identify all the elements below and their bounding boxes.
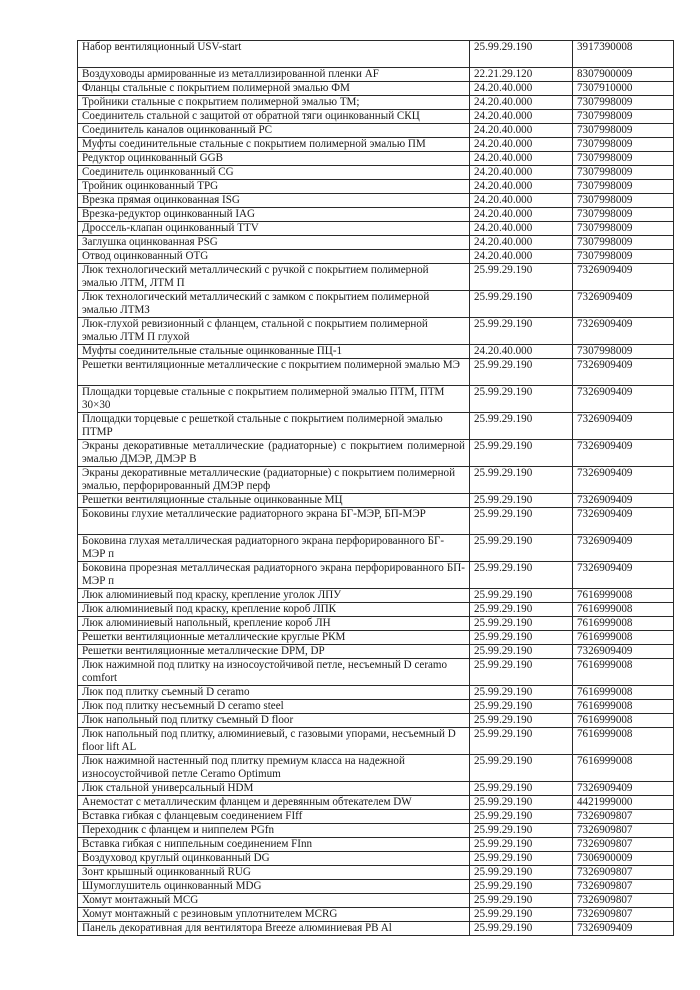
okpd2-code-cell: 25.99.29.190 bbox=[470, 714, 573, 728]
tnved-code-cell: 7307998009 bbox=[573, 110, 674, 124]
product-name-cell: Решетки вентиляционные металлические DPM, DP bbox=[78, 645, 470, 659]
okpd2-code-cell: 25.99.29.190 bbox=[470, 467, 573, 494]
product-name-cell: Боковина глухая металлическая радиаторного экрана перфорированного БГ-МЭР п bbox=[78, 535, 470, 562]
tnved-code-cell: 7307910000 bbox=[573, 82, 674, 96]
okpd2-code-cell: 24.20.40.000 bbox=[470, 96, 573, 110]
product-name-cell: Врезка прямая оцинкованная ISG bbox=[78, 194, 470, 208]
tnved-code-cell: 7326909409 bbox=[573, 494, 674, 508]
product-name-cell: Площадки торцевые стальные с покрытием полимерной эмалью ПТМ, ПТМ 30×30 bbox=[78, 386, 470, 413]
table-row bbox=[78, 194, 674, 208]
table-row bbox=[78, 700, 674, 714]
product-name-cell: Люк под плитку съемный D ceramo bbox=[78, 686, 470, 700]
table-row bbox=[78, 386, 674, 413]
table-row bbox=[78, 562, 674, 589]
table-row bbox=[78, 41, 674, 68]
okpd2-code-cell: 24.20.40.000 bbox=[470, 82, 573, 96]
tnved-code-cell: 7307998009 bbox=[573, 194, 674, 208]
table-row bbox=[78, 440, 674, 467]
tnved-code-cell: 7326909807 bbox=[573, 880, 674, 894]
tnved-code-cell: 7326909409 bbox=[573, 782, 674, 796]
table-row bbox=[78, 359, 674, 386]
product-name-cell: Люк алюминиевый напольный, крепление короб ЛН bbox=[78, 617, 470, 631]
table-row bbox=[78, 866, 674, 880]
okpd2-code-cell: 25.99.29.190 bbox=[470, 535, 573, 562]
tnved-code-cell: 7326909807 bbox=[573, 824, 674, 838]
table-row bbox=[78, 180, 674, 194]
tnved-code-cell: 7307998009 bbox=[573, 250, 674, 264]
product-name-cell: Люк напольный под плитку, алюминиевый, с газовыми упорами, несъемный D floor lift AL bbox=[78, 728, 470, 755]
product-name-cell: Муфты соединительные стальные оцинкованные ПЦ-1 bbox=[78, 345, 470, 359]
product-name-cell: Тройники стальные с покрытием полимерной эмалью ТМ; bbox=[78, 96, 470, 110]
okpd2-code-cell: 25.99.29.190 bbox=[470, 440, 573, 467]
table-row bbox=[78, 617, 674, 631]
table-row bbox=[78, 208, 674, 222]
okpd2-code-cell: 25.99.29.190 bbox=[470, 631, 573, 645]
okpd2-code-cell: 25.99.29.190 bbox=[470, 508, 573, 535]
tnved-code-cell: 7326909807 bbox=[573, 866, 674, 880]
okpd2-code-cell: 25.99.29.190 bbox=[470, 894, 573, 908]
table-row bbox=[78, 166, 674, 180]
product-name-cell: Отвод оцинкованный OTG bbox=[78, 250, 470, 264]
product-name-cell: Соединитель стальной с защитой от обратной тяги оцинкованный СКЦ bbox=[78, 110, 470, 124]
okpd2-code-cell: 25.99.29.190 bbox=[470, 264, 573, 291]
table-row bbox=[78, 686, 674, 700]
okpd2-code-cell: 25.99.29.190 bbox=[470, 922, 573, 936]
tnved-code-cell: 7326909409 bbox=[573, 922, 674, 936]
table-row bbox=[78, 68, 674, 82]
product-name-cell: Фланцы стальные с покрытием полимерной эмалью ФМ bbox=[78, 82, 470, 96]
tnved-code-cell: 7616999008 bbox=[573, 686, 674, 700]
okpd2-code-cell: 25.99.29.190 bbox=[470, 645, 573, 659]
tnved-code-cell: 7616999008 bbox=[573, 728, 674, 755]
product-name-cell: Врезка-редуктор оцинкованный IAG bbox=[78, 208, 470, 222]
okpd2-code-cell: 25.99.29.190 bbox=[470, 617, 573, 631]
okpd2-code-cell: 25.99.29.190 bbox=[470, 386, 573, 413]
tnved-code-cell: 7616999008 bbox=[573, 755, 674, 782]
table-row bbox=[78, 82, 674, 96]
tnved-code-cell: 7326909807 bbox=[573, 894, 674, 908]
table-body bbox=[78, 41, 674, 936]
product-name-cell: Люк стальной универсальный HDM bbox=[78, 782, 470, 796]
okpd2-code-cell: 25.99.29.190 bbox=[470, 41, 573, 68]
product-name-cell: Редуктор оцинкованный GGB bbox=[78, 152, 470, 166]
table-row bbox=[78, 96, 674, 110]
table-row bbox=[78, 152, 674, 166]
table-row bbox=[78, 728, 674, 755]
tnved-code-cell: 7326909409 bbox=[573, 535, 674, 562]
okpd2-code-cell: 24.20.40.000 bbox=[470, 138, 573, 152]
product-name-cell: Люк под плитку несъемный D ceramo steel bbox=[78, 700, 470, 714]
table-row bbox=[78, 782, 674, 796]
okpd2-code-cell: 25.99.29.190 bbox=[470, 686, 573, 700]
table-row bbox=[78, 110, 674, 124]
okpd2-code-cell: 25.99.29.190 bbox=[470, 700, 573, 714]
okpd2-code-cell: 25.99.29.190 bbox=[470, 291, 573, 318]
okpd2-code-cell: 25.99.29.190 bbox=[470, 603, 573, 617]
tnved-code-cell: 7306900009 bbox=[573, 852, 674, 866]
okpd2-code-cell: 25.99.29.190 bbox=[470, 659, 573, 686]
product-name-cell: Анемостат с металлическим фланцем и деревянным обтекателем DW bbox=[78, 796, 470, 810]
okpd2-code-cell: 25.99.29.190 bbox=[470, 908, 573, 922]
okpd2-code-cell: 24.20.40.000 bbox=[470, 166, 573, 180]
table-row bbox=[78, 508, 674, 535]
tnved-code-cell: 7326909409 bbox=[573, 264, 674, 291]
table-row bbox=[78, 589, 674, 603]
tnved-code-cell: 7326909409 bbox=[573, 508, 674, 535]
product-name-cell: Люк алюминиевый под краску, крепление короб ЛПК bbox=[78, 603, 470, 617]
tnved-code-cell: 7616999008 bbox=[573, 603, 674, 617]
product-name-cell: Экраны декоративные металлические (радиаторные) с покрытием полимерной эмалью, перфорированный ДМЭР перф bbox=[78, 467, 470, 494]
tnved-code-cell: 7307998009 bbox=[573, 345, 674, 359]
okpd2-code-cell: 24.20.40.000 bbox=[470, 110, 573, 124]
tnved-code-cell: 7616999008 bbox=[573, 589, 674, 603]
table-row bbox=[78, 810, 674, 824]
okpd2-code-cell: 25.99.29.190 bbox=[470, 782, 573, 796]
okpd2-code-cell: 25.99.29.190 bbox=[470, 728, 573, 755]
tnved-code-cell: 7326909807 bbox=[573, 838, 674, 852]
product-code-table bbox=[77, 40, 674, 936]
table-row bbox=[78, 659, 674, 686]
table-row bbox=[78, 894, 674, 908]
okpd2-code-cell: 24.20.40.000 bbox=[470, 194, 573, 208]
product-name-cell: Решетки вентиляционные металлические круглые РКМ bbox=[78, 631, 470, 645]
tnved-code-cell: 7307998009 bbox=[573, 96, 674, 110]
okpd2-code-cell: 25.99.29.190 bbox=[470, 413, 573, 440]
product-name-cell: Набор вентиляционный USV-start bbox=[78, 41, 470, 68]
okpd2-code-cell: 25.99.29.190 bbox=[470, 866, 573, 880]
product-name-cell: Экраны декоративные металлические (радиаторные) с покрытием полимерной эмалью ДМЭР, ДМЭР В bbox=[78, 440, 470, 467]
tnved-code-cell: 7307998009 bbox=[573, 236, 674, 250]
product-name-cell: Люк напольный под плитку съемный D floor bbox=[78, 714, 470, 728]
product-name-cell: Люк нажимной под плитку на износоустойчивой петле, несъемный D ceramo comfort bbox=[78, 659, 470, 686]
table-row bbox=[78, 264, 674, 291]
tnved-code-cell: 8307900009 bbox=[573, 68, 674, 82]
okpd2-code-cell: 25.99.29.190 bbox=[470, 796, 573, 810]
tnved-code-cell: 7326909409 bbox=[573, 467, 674, 494]
tnved-code-cell: 7326909409 bbox=[573, 291, 674, 318]
table-row bbox=[78, 467, 674, 494]
product-name-cell: Муфты соединительные стальные с покрытием полимерной эмалью ПМ bbox=[78, 138, 470, 152]
product-name-cell: Боковины глухие металлические радиаторного экрана БГ-МЭР, БП-МЭР bbox=[78, 508, 470, 535]
tnved-code-cell: 7326909807 bbox=[573, 810, 674, 824]
table-row bbox=[78, 852, 674, 866]
product-name-cell: Люк алюминиевый под краску, крепление уголок ЛПУ bbox=[78, 589, 470, 603]
okpd2-code-cell: 25.99.29.190 bbox=[470, 562, 573, 589]
table-row bbox=[78, 645, 674, 659]
table-row bbox=[78, 796, 674, 810]
tnved-code-cell: 7326909807 bbox=[573, 908, 674, 922]
tnved-code-cell: 4421999000 bbox=[573, 796, 674, 810]
product-name-cell: Хомут монтажный с резиновым уплотнителем MCRG bbox=[78, 908, 470, 922]
product-name-cell: Люк технологический металлический с замком с покрытием полимерной эмалью ЛТМЗ bbox=[78, 291, 470, 318]
okpd2-code-cell: 24.20.40.000 bbox=[470, 124, 573, 138]
table-row bbox=[78, 222, 674, 236]
product-name-cell: Заглушка оцинкованная PSG bbox=[78, 236, 470, 250]
table-row bbox=[78, 291, 674, 318]
table-row bbox=[78, 236, 674, 250]
tnved-code-cell: 7307998009 bbox=[573, 152, 674, 166]
product-name-cell: Воздуховод круглый оцинкованный DG bbox=[78, 852, 470, 866]
tnved-code-cell: 7307998009 bbox=[573, 124, 674, 138]
okpd2-code-cell: 25.99.29.190 bbox=[470, 359, 573, 386]
okpd2-code-cell: 25.99.29.190 bbox=[470, 824, 573, 838]
okpd2-code-cell: 24.20.40.000 bbox=[470, 222, 573, 236]
product-name-cell: Боковина прорезная металлическая радиаторного экрана перфорированного БП-МЭР п bbox=[78, 562, 470, 589]
table-row bbox=[78, 250, 674, 264]
tnved-code-cell: 7307998009 bbox=[573, 208, 674, 222]
okpd2-code-cell: 25.99.29.190 bbox=[470, 755, 573, 782]
table-row bbox=[78, 124, 674, 138]
table-row bbox=[78, 755, 674, 782]
tnved-code-cell: 7307998009 bbox=[573, 222, 674, 236]
table-row bbox=[78, 138, 674, 152]
tnved-code-cell: 7616999008 bbox=[573, 631, 674, 645]
tnved-code-cell: 7307998009 bbox=[573, 138, 674, 152]
tnved-code-cell: 7326909409 bbox=[573, 440, 674, 467]
table-row bbox=[78, 880, 674, 894]
tnved-code-cell: 3917390008 bbox=[573, 41, 674, 68]
table-row bbox=[78, 494, 674, 508]
product-name-cell: Соединитель каналов оцинкованный PC bbox=[78, 124, 470, 138]
tnved-code-cell: 7307998009 bbox=[573, 180, 674, 194]
tnved-code-cell: 7326909409 bbox=[573, 413, 674, 440]
product-name-cell: Люк нажимной настенный под плитку премиум класса на надежной износоустойчивой петле Ceramo Optimum bbox=[78, 755, 470, 782]
product-name-cell: Вставка гибкая с фланцевым соединением FIff bbox=[78, 810, 470, 824]
product-name-cell: Решетки вентиляционные металлические с покрытием полимерной эмалью МЭ bbox=[78, 359, 470, 386]
tnved-code-cell: 7616999008 bbox=[573, 659, 674, 686]
table-row bbox=[78, 824, 674, 838]
tnved-code-cell: 7326909409 bbox=[573, 386, 674, 413]
okpd2-code-cell: 24.20.40.000 bbox=[470, 345, 573, 359]
okpd2-code-cell: 25.99.29.190 bbox=[470, 880, 573, 894]
product-name-cell: Шумоглушитель оцинкованный MDG bbox=[78, 880, 470, 894]
okpd2-code-cell: 25.99.29.190 bbox=[470, 838, 573, 852]
product-name-cell: Площадки торцевые с решеткой стальные с покрытием полимерной эмалью ПТМР bbox=[78, 413, 470, 440]
okpd2-code-cell: 25.99.29.190 bbox=[470, 810, 573, 824]
product-name-cell: Переходник с фланцем и ниппелем PGfn bbox=[78, 824, 470, 838]
product-name-cell: Люк технологический металлический с ручкой с покрытием полимерной эмалью ЛТМ, ЛТМ П bbox=[78, 264, 470, 291]
tnved-code-cell: 7616999008 bbox=[573, 714, 674, 728]
table-row bbox=[78, 603, 674, 617]
product-name-cell: Воздуховоды армированные из металлизированной пленки AF bbox=[78, 68, 470, 82]
product-name-cell: Соединитель оцинкованный CG bbox=[78, 166, 470, 180]
table-row bbox=[78, 838, 674, 852]
okpd2-code-cell: 25.99.29.190 bbox=[470, 494, 573, 508]
okpd2-code-cell: 25.99.29.190 bbox=[470, 318, 573, 345]
okpd2-code-cell: 24.20.40.000 bbox=[470, 236, 573, 250]
table-row bbox=[78, 413, 674, 440]
okpd2-code-cell: 25.99.29.190 bbox=[470, 852, 573, 866]
table-row bbox=[78, 318, 674, 345]
tnved-code-cell: 7616999008 bbox=[573, 700, 674, 714]
table-row bbox=[78, 535, 674, 562]
product-name-cell: Дроссель-клапан оцинкованный TTV bbox=[78, 222, 470, 236]
tnved-code-cell: 7326909409 bbox=[573, 562, 674, 589]
okpd2-code-cell: 24.20.40.000 bbox=[470, 152, 573, 166]
product-name-cell: Вставка гибкая с ниппельным соединением FInn bbox=[78, 838, 470, 852]
table-row bbox=[78, 908, 674, 922]
product-name-cell: Хомут монтажный MCG bbox=[78, 894, 470, 908]
table-row bbox=[78, 922, 674, 936]
okpd2-code-cell: 24.20.40.000 bbox=[470, 208, 573, 222]
okpd2-code-cell: 25.99.29.190 bbox=[470, 589, 573, 603]
tnved-code-cell: 7326909409 bbox=[573, 645, 674, 659]
table-row bbox=[78, 631, 674, 645]
product-name-cell: Зонт крышный оцинкованный RUG bbox=[78, 866, 470, 880]
product-name-cell: Тройник оцинкованный TPG bbox=[78, 180, 470, 194]
product-name-cell: Люк-глухой ревизионный с фланцем, стальной с покрытием полимерной эмалью ЛТМ П глухой bbox=[78, 318, 470, 345]
tnved-code-cell: 7616999008 bbox=[573, 617, 674, 631]
tnved-code-cell: 7326909409 bbox=[573, 359, 674, 386]
okpd2-code-cell: 24.20.40.000 bbox=[470, 180, 573, 194]
tnved-code-cell: 7326909409 bbox=[573, 318, 674, 345]
product-name-cell: Решетки вентиляционные стальные оцинкованные МЦ bbox=[78, 494, 470, 508]
okpd2-code-cell: 24.20.40.000 bbox=[470, 250, 573, 264]
tnved-code-cell: 7307998009 bbox=[573, 166, 674, 180]
okpd2-code-cell: 22.21.29.120 bbox=[470, 68, 573, 82]
product-name-cell: Панель декоративная для вентилятора Breeze алюминиевая PB Al bbox=[78, 922, 470, 936]
table-row bbox=[78, 714, 674, 728]
table-row bbox=[78, 345, 674, 359]
